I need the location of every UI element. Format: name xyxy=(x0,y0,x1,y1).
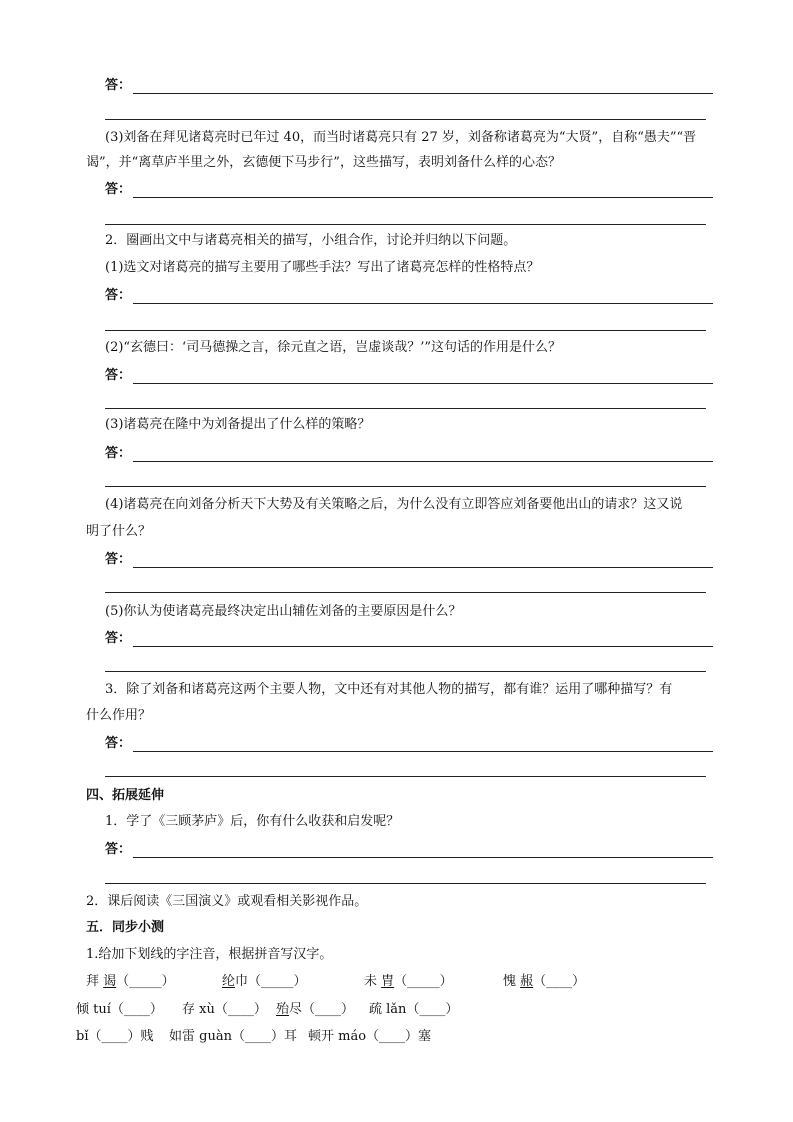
answer-line[interactable] xyxy=(105,486,706,487)
answer-line[interactable] xyxy=(133,383,713,384)
pinyin-item: 拜 谒（_____） xyxy=(86,974,175,989)
answer-line[interactable] xyxy=(105,330,706,331)
pinyin-item: 如雷 guàn（____）耳 xyxy=(169,1029,297,1044)
pinyin-item: 殆尽（____） xyxy=(276,1002,355,1017)
question-text: (3)刘备在拜见诸葛亮时已年过 40，而当时诸葛亮只有 27 岁，刘备称诸葛亮为“大贤”，自称“愚夫”“晋 xyxy=(105,130,697,145)
answer-line[interactable] xyxy=(133,93,713,94)
question-text: 什么作用？ xyxy=(86,708,152,723)
answer-label: 答： xyxy=(105,288,132,303)
answer-line[interactable] xyxy=(133,303,713,304)
pinyin-item: 愧 赧（____） xyxy=(503,974,586,989)
question-text: 1．学了《三顾茅庐》后，你有什么收获和启发呢？ xyxy=(105,814,400,829)
question-text: 2．课后阅读《三国演义》或观看相关影视作品。 xyxy=(86,894,368,909)
answer-label: 答： xyxy=(105,552,132,567)
question-text: 3．除了刘备和诸葛亮这两个主要人物，文中还有对其他人物的描写，都有谁？运用了哪种描写？有 xyxy=(105,682,673,697)
answer-label: 答： xyxy=(105,182,132,197)
answer-line[interactable] xyxy=(105,883,706,884)
question-text: (2)“玄德曰：‘司马德操之言，徐元直之语，岂虚谈哉？’”这句话的作用是什么？ xyxy=(105,340,561,355)
answer-line[interactable] xyxy=(105,592,706,593)
answer-line[interactable] xyxy=(133,646,713,647)
answer-label: 答： xyxy=(105,842,132,857)
pinyin-item: 纶巾（_____） xyxy=(222,974,307,989)
section-heading: 五．同步小测 xyxy=(86,920,165,935)
question-text: (1)选文对诸葛亮的描写主要用了哪些手法？写出了诸葛亮怎样的性格特点？ xyxy=(105,260,540,275)
answer-label: 答： xyxy=(105,78,132,93)
question-text: 谒”，并“离草庐半里之外，玄德便下马步行”，这些描写，表明刘备什么样的心态？ xyxy=(86,155,561,170)
answer-line[interactable] xyxy=(133,197,713,198)
pinyin-item: 顿开 máo（____）塞 xyxy=(308,1029,432,1044)
question-text: (3)诸葛亮在隆中为刘备提出了什么样的策略？ xyxy=(105,417,371,432)
question-text: (5)你认为使诸葛亮最终决定出山辅佐刘备的主要原因是什么？ xyxy=(105,604,462,619)
answer-label: 答： xyxy=(105,736,132,751)
answer-line[interactable] xyxy=(105,671,706,672)
answer-line[interactable] xyxy=(133,857,713,858)
answer-line[interactable] xyxy=(133,461,713,462)
question-text: 1.给加下划线的字注音，根据拼音写汉字。 xyxy=(86,947,333,962)
pinyin-item: 倾 tuí（____） xyxy=(76,1002,163,1017)
question-text: (4)诸葛亮在向刘备分析天下大势及有关策略之后，为什么没有立即答应刘备要他出山的请求？这又说 xyxy=(105,497,683,512)
pinyin-item: bǐ（____）贱 xyxy=(76,1029,154,1044)
answer-line[interactable] xyxy=(105,224,706,225)
answer-line[interactable] xyxy=(105,119,706,120)
answer-label: 答： xyxy=(105,631,132,646)
answer-line[interactable] xyxy=(133,567,713,568)
answer-line[interactable] xyxy=(105,776,706,777)
question-text: 明了什么？ xyxy=(86,524,152,539)
answer-label: 答： xyxy=(105,368,132,383)
question-heading: 2．圈画出文中与诸葛亮相关的描写，小组合作，讨论并归纳以下问题。 xyxy=(105,233,517,248)
pinyin-item: 存 xù（____） xyxy=(182,1002,267,1017)
answer-line[interactable] xyxy=(133,751,713,752)
section-heading: 四、拓展延伸 xyxy=(86,788,165,803)
pinyin-item: 未 胄（_____） xyxy=(364,974,453,989)
answer-line[interactable] xyxy=(105,408,706,409)
answer-label: 答： xyxy=(105,446,132,461)
pinyin-item: 疏 lǎn（____） xyxy=(369,1002,459,1017)
